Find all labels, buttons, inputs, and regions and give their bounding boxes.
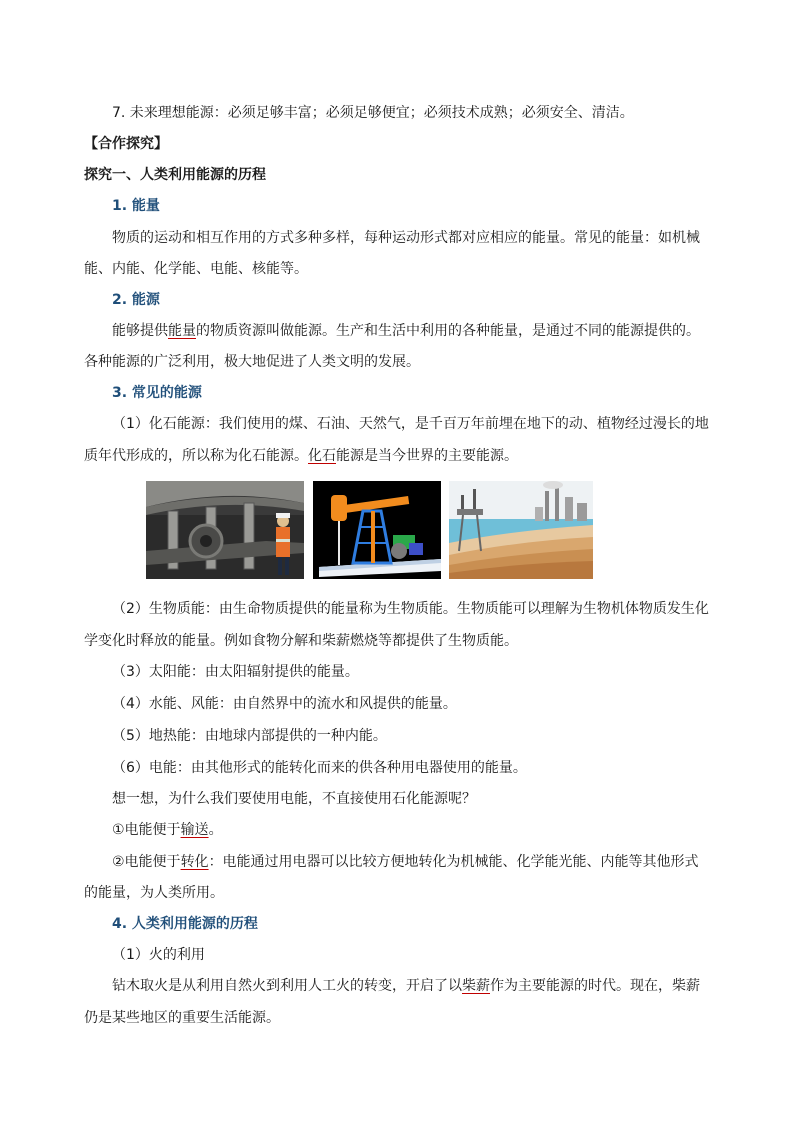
text-span: ②电能便于 (112, 854, 181, 870)
text-span: 质年代形成的，所以称为化石能源。 (84, 448, 308, 464)
paragraph-line: 物质的运动和相互作用的方式多种多样，每种运动形式都对应相应的能量。常见的能量：如机械 (112, 230, 700, 246)
paragraph-line: 学变化时释放的能量。例如食物分解和柴薪燃烧等都提供了生物质能。 (84, 633, 518, 649)
heading-energy: 1. 能量 (112, 198, 160, 214)
section-label: 【合作探究】 (84, 136, 168, 152)
paragraph-line (112, 820, 710, 840)
coal-mine-photo (146, 481, 304, 579)
paragraph-line (84, 446, 710, 466)
underlined-term: 转化 (180, 854, 209, 870)
heading-history: 4. 人类利用能源的历程 (112, 916, 258, 932)
paragraph-line: 仍是某些地区的重要生活能源。 (84, 1010, 280, 1026)
text-span: 。 (208, 822, 223, 838)
paragraph-line: （3）太阳能：由太阳辐射提供的能量。 (112, 664, 359, 680)
oil-pump-illustration (313, 481, 441, 579)
inquiry-title: 探究一、人类利用能源的历程 (84, 167, 266, 183)
heading-energy-source: 2. 能源 (112, 292, 160, 308)
text-span: 能源是当今世界的主要能源。 (336, 448, 518, 464)
paragraph-line: 想一想，为什么我们要使用电能，不直接使用石化能源呢？ (112, 791, 476, 807)
text-span: 钻木取火是从利用自然火到利用人工火的转变，开启了以 (112, 978, 462, 994)
paragraph-line (112, 321, 710, 341)
point-7-text: 7. 未来理想能源：必须足够丰富；必须足够便宜；必须技术成熟；必须安全、清洁。 (112, 105, 634, 121)
paragraph-line (112, 976, 710, 996)
underlined-term: 输送 (180, 822, 209, 838)
paragraph-line: （1）火的利用 (112, 947, 205, 963)
paragraph-line: 能、内能、化学能、电能、核能等。 (84, 261, 308, 277)
paragraph-line: （1）化石能源：我们使用的煤、石油、天然气，是千百万年前埋在地下的动、植物经过漫长的地 (112, 416, 709, 432)
underlined-term: 柴薪 (462, 978, 490, 994)
text-span: 能够提供 (112, 323, 168, 339)
text-span: ①电能便于 (112, 822, 181, 838)
text-span: 的物质资源叫做能源。生产和生活中利用的各种能量，是通过不同的能源提供的。 (196, 323, 700, 339)
heading-common-sources: 3. 常见的能源 (112, 385, 202, 401)
paragraph-line: （5）地热能：由地球内部提供的一种内能。 (112, 728, 387, 744)
underlined-term: 化石 (308, 448, 336, 464)
paragraph-line: 的能量，为人类所用。 (84, 885, 224, 901)
paragraph-line: 各种能源的广泛利用，极大地促进了人类文明的发展。 (84, 354, 420, 370)
paragraph-line: （6）电能：由其他形式的能转化而来的供各种用电器使用的能量。 (112, 760, 527, 776)
paragraph-line: （4）水能、风能：由自然界中的流水和风提供的能量。 (112, 696, 457, 712)
offshore-refinery-illustration (449, 481, 593, 579)
text-span: ：电能通过用电器可以比较方便地转化为机械能、化学能光能、内能等其他形式 (208, 854, 699, 870)
text-span: 作为主要能源的时代。现在，柴薪 (490, 978, 700, 994)
paragraph-line (112, 852, 710, 872)
underlined-term: 能量 (168, 323, 196, 339)
paragraph-line: （2）生物质能：由生命物质提供的能量称为生物质能。生物质能可以理解为生物机体物质发生化 (112, 601, 709, 617)
